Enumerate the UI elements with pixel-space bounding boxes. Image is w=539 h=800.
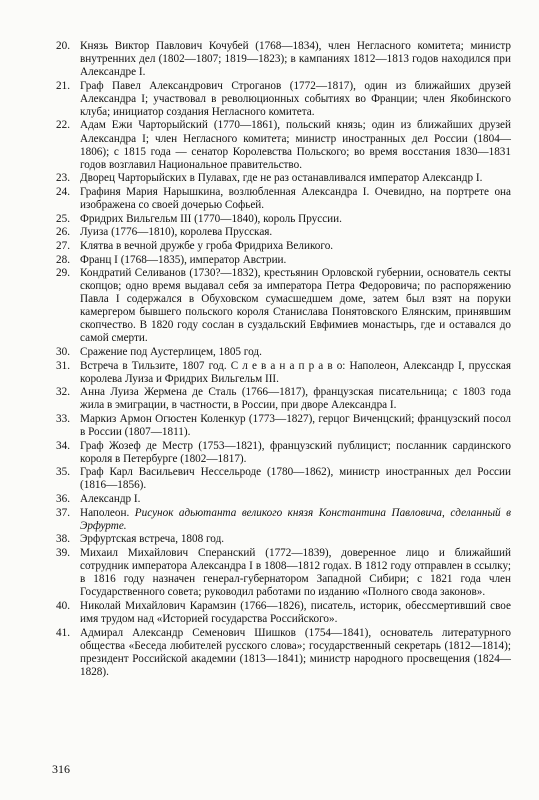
note-item [56, 172, 511, 185]
note-number: 37. [56, 506, 70, 519]
note-text: Адмирал Александр Семенович Шишков (1754—1841), основатель литературного общества «Беседа любителей русского слова»; государственный секретарь (1812—1814); президент Российской академии (1813—1841); министр народного просвещения (1824—1828). [80, 626, 511, 678]
note-number: 22. [56, 119, 70, 132]
note-number: 33. [56, 413, 70, 426]
note-text: Анна Луиза Жермена де Сталь (1766—1817), французская писательница; с 1803 года жила в эмиграции, в частности, в России, при дворе Александра I. [80, 386, 511, 412]
note-item [56, 226, 511, 239]
note-item [56, 466, 511, 492]
notes-list [56, 40, 511, 679]
note-number: 31. [56, 359, 70, 372]
note-number: 32. [56, 386, 70, 399]
note-italic-caption: Рисунок адьютанта великого князя Константина Павловича, сделанный в Эрфурте. [80, 506, 511, 532]
note-text: Кондратий Селиванов (1730?—1832), крестьянин Орловской губернии, основатель секты скопцов; одно время выдавал себя за императора Петра Федоровича; по распоряжению Павла I содержался в Обуховском сумасшедшем доме, затем был взят на поруки камергером бывшего польского короля Станислава Понятовского Елянским, принявшим скопчество. В 1820 году сослан в суздальский Евфимиев монастырь, где и оставался до самой смерти. [80, 267, 511, 345]
note-item [56, 533, 511, 546]
note-text: Князь Виктор Павлович Кочубей (1768—1834), член Негласного комитета; министр внутренних дел (1802—1807; 1819—1823); в кампаниях 1812—1813 годов находился при Александре I. [80, 40, 511, 79]
note-text: Граф Жозеф де Местр (1753—1821), французский публицист; посланник сардинского короля в Петербурге (1802—1817). [80, 439, 511, 465]
note-item [56, 360, 511, 386]
note-item [56, 119, 511, 171]
note-item [56, 600, 511, 626]
note-text: Клятва в вечной дружбе у гроба Фридриха Великого. [80, 239, 334, 252]
note-text: Адам Ежи Чарторыйский (1770—1861), польский князь; один из ближайших друзей Александра I; член Негласного комитета; министр иностранных дел России (1804—1806); с 1815 года — сенатор Королевства Польского; во время восстания 1830—1831 годов возглавил Национальное правительство. [80, 119, 511, 171]
note-number: 23. [56, 172, 70, 185]
note-item [56, 346, 511, 359]
note-number: 25. [56, 212, 70, 225]
note-text-group [80, 507, 511, 533]
note-text: Эрфуртская встреча, 1808 год. [80, 533, 225, 546]
note-text: Маркиз Армон Огюстен Коленкур (1773—1827), герцог Виченцский; французский посол в России (1807—1811). [80, 413, 511, 439]
note-number: 36. [56, 493, 70, 506]
note-text: Николай Михайлович Карамзин (1766—1826), писатель, историк, обессмертивший свое имя трудом над «Историей государства Российского». [80, 599, 511, 625]
note-item [56, 440, 511, 466]
note-item [56, 267, 511, 345]
note-item [56, 254, 511, 267]
note-number: 34. [56, 439, 70, 452]
note-item [56, 493, 511, 506]
note-item [56, 186, 511, 212]
note-text: Дворец Чарторыйских в Пулавах, где не раз останавливался император Александр I. [80, 172, 483, 185]
note-number: 38. [56, 533, 70, 546]
note-text: Михаил Михайлович Сперанский (1772—1839), доверенное лицо и ближайший сотрудник императора Александра I в 1808—1812 годах. В 1812 году отправлен в ссылку; в 1816 году назначен генерал-губернатором Западной Сибири; с 1821 года член Государственного совета; руководил работами по изданию «Полного свода законов». [80, 547, 511, 599]
note-item [56, 213, 511, 226]
page-number: 316 [52, 762, 70, 776]
note-text: Александр I. [80, 493, 141, 506]
note-number: 20. [56, 40, 70, 52]
note-item [56, 413, 511, 439]
note-number: 27. [56, 239, 70, 252]
note-text: Луиза (1776—1810), королева Прусская. [80, 226, 273, 239]
note-item [56, 386, 511, 412]
note-number: 29. [56, 267, 70, 280]
note-item [56, 507, 511, 533]
note-text: Франц I (1768—1835), император Австрии. [80, 253, 287, 266]
note-text: Граф Карл Васильевич Нессельроде (1780—1862), министр иностранных дел России (1816—1856). [80, 466, 511, 492]
note-text: Граф Павел Александрович Строганов (1772—1817), один из ближайших друзей Александра I; участвовал в революционных событиях во Франции; член Якобинского клуба; инициатор создания Негласного комитета. [80, 79, 511, 118]
note-number: 28. [56, 253, 70, 266]
note-number: 40. [56, 599, 70, 612]
note-text: Встреча в Тильзите, 1807 год. С л е в а н а п р а в о: Наполеон, Александр I, прусская королева Луиза и Фридрих Вильгельм III. [80, 359, 511, 385]
note-number: 41. [56, 626, 70, 639]
note-item [56, 40, 511, 79]
note-number: 21. [56, 79, 70, 92]
note-text: Фридрих Вильгельм III (1770—1840), король Пруссии. [80, 212, 342, 225]
note-item [56, 627, 511, 679]
note-number: 39. [56, 547, 70, 560]
note-item [56, 240, 511, 253]
note-item [56, 80, 511, 119]
note-number: 30. [56, 346, 70, 359]
note-number: 24. [56, 185, 70, 198]
note-text: Наполеон. [80, 506, 130, 519]
note-item [56, 547, 511, 599]
note-text: Сражение под Аустерлицем, 1805 год. [80, 346, 262, 359]
note-number: 26. [56, 226, 70, 239]
note-number: 35. [56, 466, 70, 479]
note-text: Графиня Мария Нарышкина, возлюбленная Александра I. Очевидно, на портрете она изображена со своей дочерью Софьей. [80, 185, 511, 211]
